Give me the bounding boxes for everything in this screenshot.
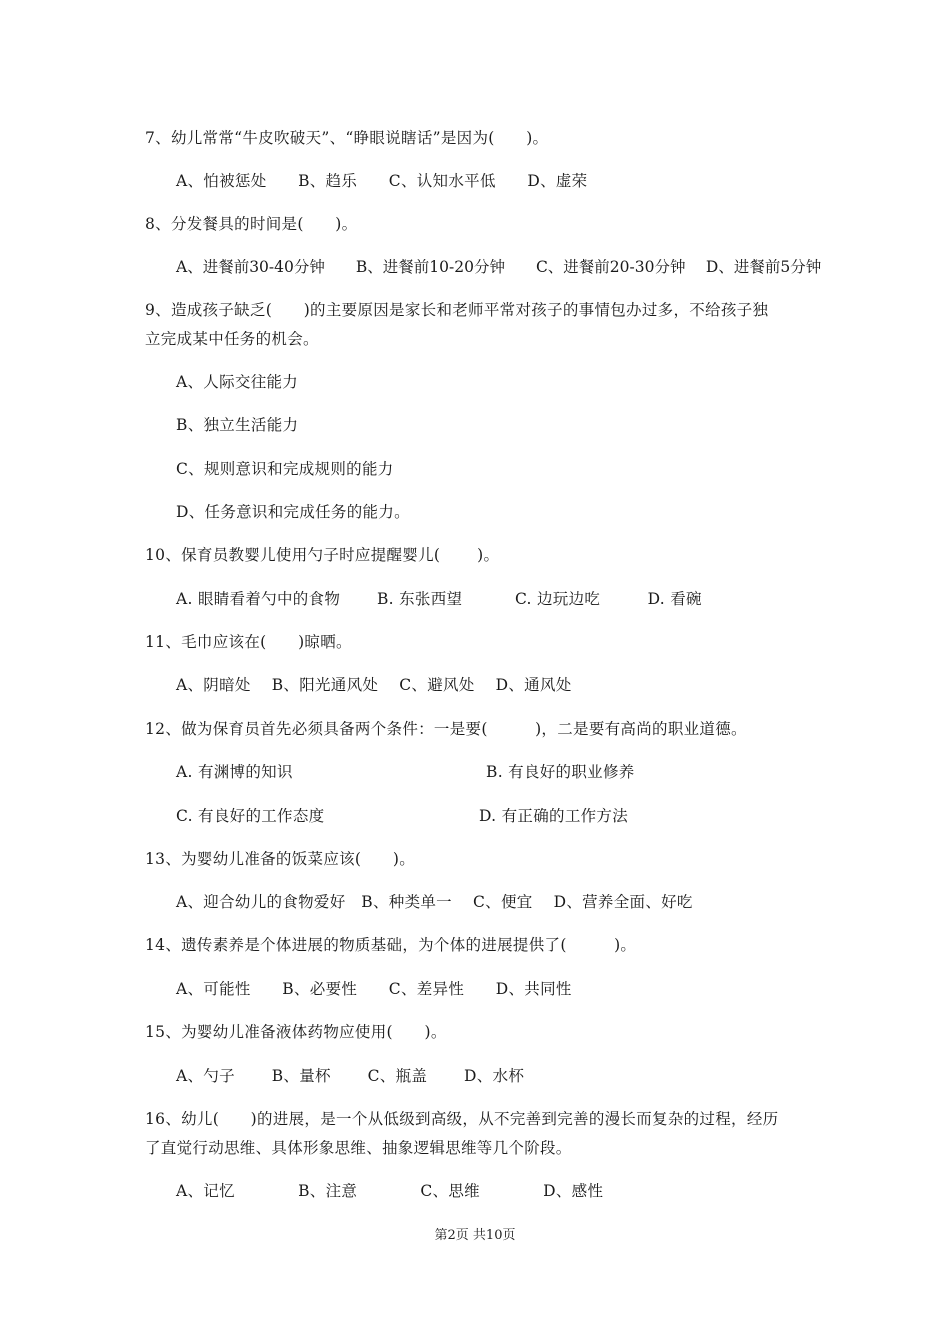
question-13-options: A、迎合幼儿的食物爱好 B、种类单一 C、便宜 D、营养全面、好吃 (176, 893, 693, 911)
question-9-option-c: C、规则意识和完成规则的能力 (176, 460, 394, 478)
question-16-options: A、记忆 B、注意 C、思维 D、感性 (176, 1182, 604, 1200)
question-12-option-c: C. 有良好的工作态度 (176, 807, 325, 825)
question-13-stem: 13、为婴幼儿准备的饭菜应该( )。 (145, 850, 416, 868)
question-15-stem: 15、为婴幼儿准备液体药物应使用( )。 (145, 1023, 447, 1041)
question-9-option-b: B、独立生活能力 (176, 416, 299, 434)
question-10-stem: 10、保育员教婴儿使用勺子时应提醒婴儿( )。 (145, 546, 500, 564)
question-12-option-a: A. 有渊博的知识 (176, 763, 293, 781)
page-number-footer: 第2页 共10页 (434, 1228, 516, 1243)
question-7-stem: 7、幼儿常常“牛皮吹破天”、“睁眼说瞎话”是因为( )。 (145, 129, 549, 147)
question-10-options: A. 眼睛看着勺中的食物 B. 东张西望 C. 边玩边吃 D. 看碗 (176, 590, 702, 608)
question-15-options: A、勺子 B、量杯 C、瓶盖 D、水杯 (176, 1067, 525, 1085)
question-9-option-a: A、人际交往能力 (176, 373, 299, 391)
question-14-stem: 14、遗传素养是个体进展的物质基础，为个体的进展提供了( )。 (145, 936, 637, 954)
question-9-stem-line-2: 立完成某中任务的机会。 (145, 330, 319, 348)
question-11-options: A、阴暗处 B、阳光通风处 C、避风处 D、通风处 (176, 676, 572, 694)
question-12-option-d: D. 有正确的工作方法 (479, 807, 629, 825)
question-8-stem: 8、分发餐具的时间是( )。 (145, 215, 358, 233)
question-7-options: A、怕被惩处 B、趋乐 C、认知水平低 D、虚荣 (176, 172, 588, 190)
question-12-stem: 12、做为保育员首先必须具备两个条件：一是要( )，二是要有高尚的职业道德。 (145, 720, 747, 738)
question-9-option-d: D、任务意识和完成任务的能力。 (176, 503, 410, 521)
question-12-option-b: B. 有良好的职业修养 (486, 763, 635, 781)
question-11-stem: 11、毛巾应该在( )晾晒。 (145, 633, 352, 651)
question-16-stem-line-1: 16、幼儿( )的进展，是一个从低级到高级，从不完善到完善的漫长而复杂的过程，经历 (145, 1110, 779, 1128)
question-9-stem-line-1: 9、造成孩子缺乏( )的主要原因是家长和老师平常对孩子的事情包办过多，不给孩子独 (145, 301, 769, 319)
question-8-options: A、进餐前30-40分钟 B、进餐前10-20分钟 C、进餐前20-30分钟 D、进餐前5分钟 (176, 258, 822, 276)
question-14-options: A、可能性 B、必要性 C、差异性 D、共同性 (176, 980, 572, 998)
question-16-stem-line-2: 了直觉行动思维、具体形象思维、抽象逻辑思维等几个阶段。 (145, 1139, 572, 1157)
